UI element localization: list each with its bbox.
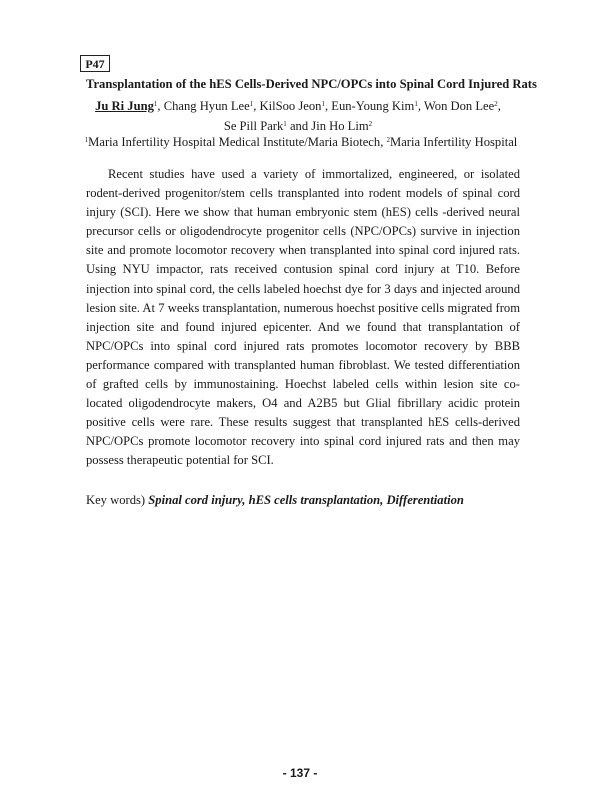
affiliation-text: Maria Infertility Hospital Medical Institute/Maria Biotech, bbox=[88, 135, 387, 149]
author-affiliation-marker: 1 bbox=[283, 120, 287, 128]
author-name: Won Don Lee bbox=[423, 99, 495, 113]
author-affiliation-marker: 1 bbox=[153, 100, 158, 108]
author-affiliation-marker: 2 bbox=[368, 120, 373, 128]
author-name: Jin Ho Lim bbox=[311, 119, 369, 133]
affiliation-text: Maria Infertility Hospital bbox=[390, 135, 518, 149]
author-affiliation-marker: 1 bbox=[414, 100, 418, 108]
author-name: KilSoo Jeon bbox=[259, 99, 322, 113]
author-name: Chang Hyun Lee bbox=[163, 99, 250, 113]
author-name: Eun-Young Kim bbox=[331, 99, 415, 113]
keywords-terms: Spinal cord injury, hES cells transplantation, Differentiation bbox=[148, 493, 464, 507]
author-affiliation-marker: 2 bbox=[494, 100, 498, 108]
page-number: - 137 - bbox=[282, 766, 318, 780]
author-affiliation-marker: 1 bbox=[249, 100, 254, 108]
author-line-2 bbox=[70, 116, 526, 136]
author-line-1: Ju Ri Jung$^1$, Chang Hyun Lee$^1$, KilSoo Jeon$^1$, Eun-Young Kim$^1$, Won Don Lee$^2$, bbox=[95, 99, 501, 113]
author-affiliation-marker: 1 bbox=[321, 100, 325, 108]
presenting-author: Ju Ri Jung bbox=[95, 99, 154, 113]
affiliation-line bbox=[76, 135, 526, 150]
abstract-body: Recent studies have used a variety of immortalized, engineered, or isolated rodent-derived progenitor/stem cells transplanted into rodent models of spinal cord injury (SCI). Here we show that human embryonic stem (hES) cells -derived neural precursor cells or oligodendrocyte progenitor cells (NPC/OPCs) survive in injection site and promote locomotor recovery when transplanted into spinal cord injured rats. Using NYU impactor, rats received contusion spinal cord injury at T10. Before injection into spinal cord, the cells labeled hoechst dye for 3 days and injected around lesion site. At 7 weeks transplantation, numerous hoechst positive cells migrated from injection site and found injured epicenter. And we found that transplantation of NPC/OPCs into spinal cord injured rats promotes locomotor recovery by BBB performance compared with transplanted human fibroblast. We tested differentiation of grafted cells by immunostaining. Hoechst labeled cells within lesion site co-located oligodendrocyte makers, O4 and A2B5 but Glial fibrillary acidic protein positive cells were rare. These results suggest that transplanted hES cells-derived NPC/OPCs promote locomotor recovery into spinal cord injured rats and then may possess therapeutic potential for SCI. bbox=[86, 167, 520, 468]
author-conjunction: and bbox=[289, 119, 309, 133]
author-name: Se Pill Park bbox=[223, 119, 284, 133]
affiliation-marker: 2 bbox=[386, 136, 390, 144]
paper-title: Transplantation of the hES Cells-Derived NPC/OPCs into Spinal Cord Injured Rats bbox=[86, 77, 537, 91]
affiliation-marker: 1 bbox=[84, 136, 89, 144]
keywords-label: Key words) bbox=[86, 493, 149, 507]
author-list bbox=[70, 96, 526, 136]
poster-number-tag: P47 bbox=[80, 55, 110, 72]
keywords-line bbox=[86, 493, 526, 508]
